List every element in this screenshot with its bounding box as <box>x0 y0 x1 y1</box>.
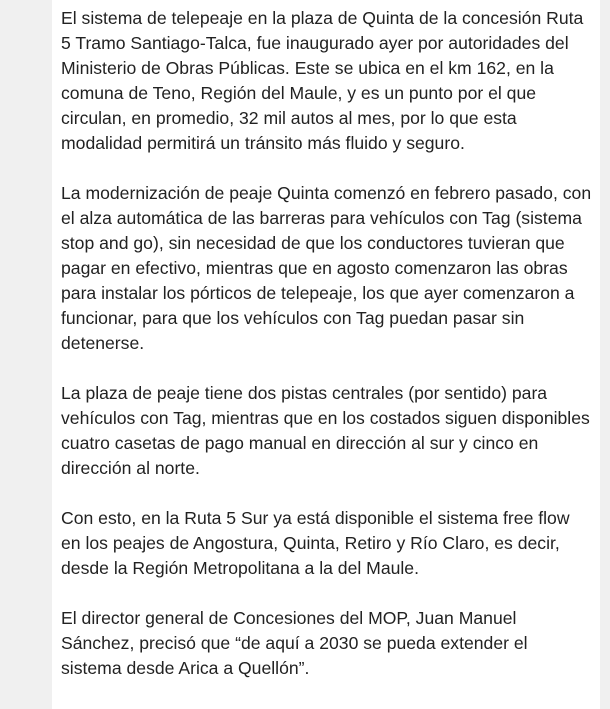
article-page <box>52 0 600 709</box>
article-paragraph: Con esto, en la Ruta 5 Sur ya está disponible el sistema free flow en los peajes de Angostura, Quinta, Retiro y Río Claro, es decir, desde la Región Metropolitana a la del Maule. <box>61 508 570 578</box>
article-paragraph: La modernización de peaje Quinta comenzó en febrero pasado, con el alza automática de las barreras para vehículos con Tag (sistema stop and go), sin necesidad de que los conductores tuvieran que pagar en efectivo, mientras que en agosto comenzaron las obras para instalar los pórticos de telepeaje, los que ayer comenzaron a funcionar, para que los vehículos con Tag puedan pasar sin detenerse. <box>61 183 592 353</box>
article-paragraph: El director general de Concesiones del MOP, Juan Manuel Sánchez, precisó que “de aquí a 2030 se pueda extender el sistema desde Arica a Quellón”. <box>61 608 528 678</box>
article-body <box>61 6 592 681</box>
article-paragraph: La plaza de peaje tiene dos pistas centrales (por sentido) para vehículos con Tag, mientras que en los costados siguen disponibles cuatro casetas de pago manual en dirección al sur y cinco en dirección al norte. <box>61 383 590 478</box>
article-paragraph: El sistema de telepeaje en la plaza de Quinta de la concesión Ruta 5 Tramo Santiago-Talca, fue inaugurado ayer por autoridades del Ministerio de Obras Públicas. Este se ubica en el km 162, en la comuna de Teno, Región del Maule, y es un punto por el que circulan, en promedio, 32 mil autos al mes, por lo que esta modalidad permitirá un tránsito más fluido y seguro. <box>61 8 584 153</box>
